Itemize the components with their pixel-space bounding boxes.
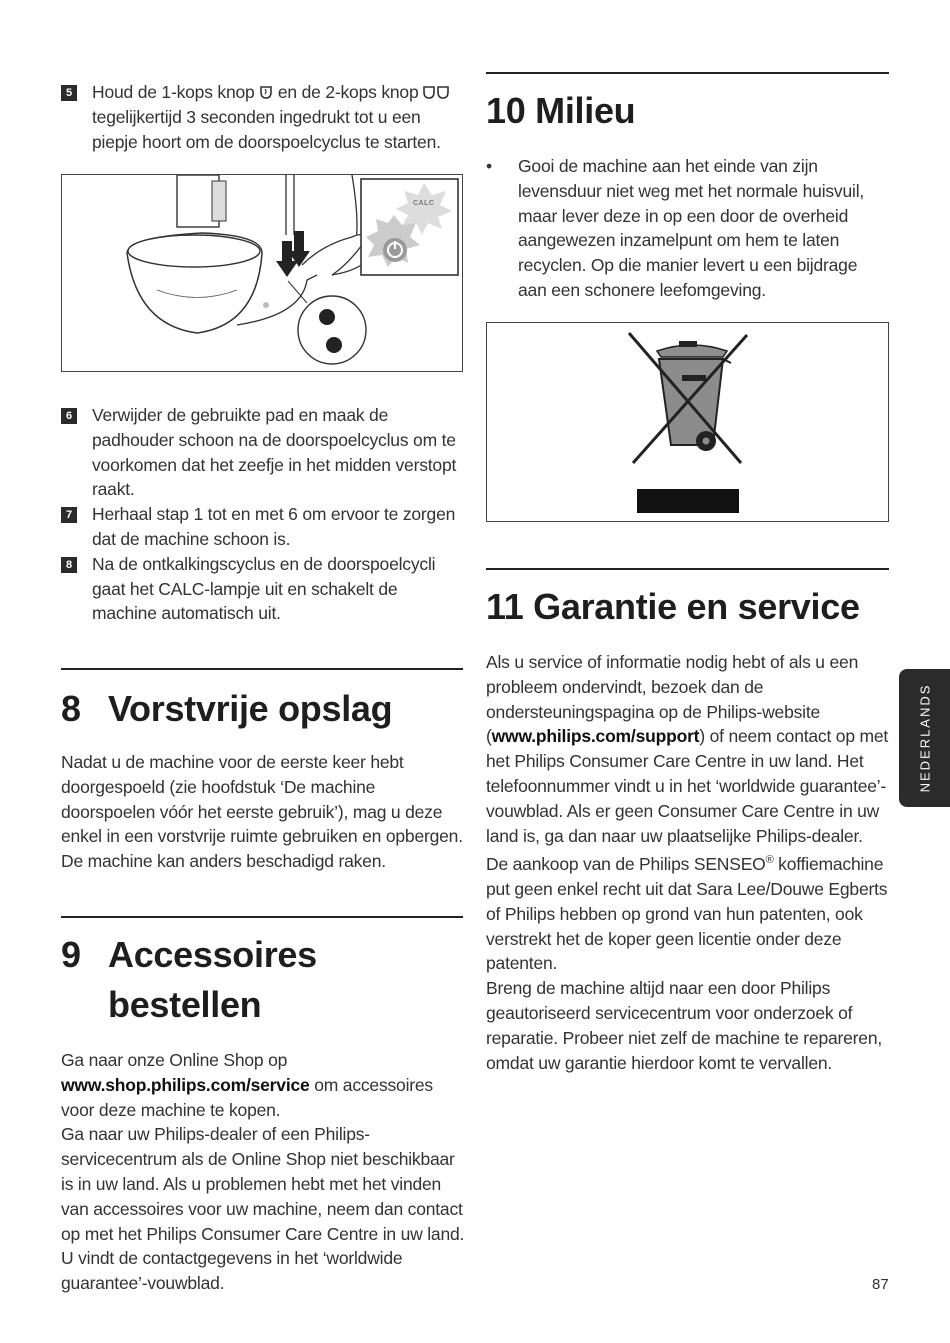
paragraph-text: om accessoires voor deze machine te kopen. bbox=[61, 1074, 433, 1120]
section-9-body bbox=[61, 1048, 465, 1296]
shop-link[interactable]: www.shop.philips.com/service bbox=[61, 1074, 310, 1095]
section-divider bbox=[486, 568, 889, 570]
step-7 bbox=[61, 502, 463, 552]
one-cup-icon bbox=[259, 82, 273, 102]
paragraph-text: Breng de machine altijd naar een door Philips geautoriseerd servicecentrum voor onderzoek of reparatie. Probeer niet zelf de machine te repareren, omdat uw garantie hierdoor komt te vervallen. bbox=[486, 978, 883, 1073]
steps-list bbox=[61, 403, 463, 626]
section-divider bbox=[61, 668, 463, 670]
step-text-part: en de 2-kops knop bbox=[273, 82, 424, 102]
step-8 bbox=[61, 552, 463, 626]
section-divider bbox=[486, 72, 889, 74]
paragraph-text: Als u service of informatie nodig hebt of als u een probleem ondervindt, bezoek dan de ondersteuningspagina op de Philips-website ( bbox=[486, 652, 859, 747]
section-title: Milieu bbox=[535, 90, 636, 131]
machine-illustration bbox=[62, 175, 462, 371]
step-text: Na de ontkalkingscyclus en de doorspoelcycli gaat het CALC-lampje uit en schakelt de machine automatisch uit. bbox=[92, 553, 436, 624]
registered-mark: ® bbox=[765, 854, 774, 867]
section-title-line2: bestellen bbox=[108, 984, 262, 1025]
support-link[interactable]: www.philips.com/support bbox=[491, 726, 700, 747]
section-10-bullet bbox=[486, 154, 889, 303]
step-text-part: tegelijkertijd 3 seconden ingedrukt tot u een piepje hoort om de doorspoelcyclus te starten. bbox=[92, 106, 441, 152]
paragraph-text: Ga naar onze Online Shop op bbox=[61, 1050, 288, 1070]
section-number: 11 bbox=[486, 586, 524, 627]
crossed-bin-icon bbox=[487, 323, 888, 521]
section-number: 10 bbox=[486, 90, 526, 131]
two-cup-icon bbox=[423, 82, 451, 102]
paragraph-text: Ga naar uw Philips-dealer of een Philips-servicecentrum als de Online Shop niet beschikbaar is in uw land. Als u problemen hebt met het vinden van accessoires voor uw machine, neem dan contact op met het Philips Consumer Care Centre in uw land. U vindt de contactgegevens in het ‘worldwide guarantee’-vouwblad. bbox=[61, 1124, 465, 1294]
section-10-heading bbox=[486, 86, 889, 136]
section-number: 9 bbox=[61, 934, 81, 975]
step-number: 7 bbox=[61, 507, 77, 523]
calc-indicator-label: CALC bbox=[413, 200, 435, 207]
crossed-bin-figure bbox=[486, 322, 889, 522]
section-number: 8 bbox=[61, 688, 81, 729]
bullet-marker: • bbox=[486, 156, 492, 176]
paragraph-text: De aankoop van de Philips SENSEO bbox=[486, 854, 766, 875]
section-divider bbox=[61, 916, 463, 918]
step-number: 5 bbox=[61, 85, 77, 101]
step-number: 6 bbox=[61, 408, 77, 424]
step-text: Verwijder de gebruikte pad en maak de padhouder schoon na de doorspoelcyclus om te voorkomen dat het zeefje in het midden verstopt raakt. bbox=[92, 405, 457, 500]
flushing-illustration bbox=[61, 174, 463, 372]
section-11-heading bbox=[486, 582, 889, 632]
section-title-line1: Accessoires bbox=[108, 934, 317, 975]
step-5 bbox=[61, 80, 463, 154]
paragraph-text: koffiemachine put geen enkel recht uit dat Sara Lee/Douwe Egberts of Philips hebben op grond van hun patenten, ook verstrekt het de koper geen licentie onder deze patenten. bbox=[486, 854, 888, 974]
section-title: Vorstvrije opslag bbox=[108, 688, 393, 729]
section-title: Garantie en service bbox=[533, 586, 860, 627]
bullet-text: Gooi de machine aan het einde van zijn levensduur niet weg met het normale huisvuil, maar lever deze in op een door de overheid aangewezen inzamelpunt om hem te laten recyclen. Op die manier levert u een bijdrage aan een schonere leefomgeving. bbox=[518, 156, 865, 300]
language-tab bbox=[899, 669, 950, 807]
step-number: 8 bbox=[61, 557, 77, 573]
section-8-heading bbox=[61, 684, 463, 734]
section-11-body bbox=[486, 650, 889, 1075]
section-8-body: Nadat u de machine voor de eerste keer hebt doorgespoeld (zie hoofdstuk ‘De machine doorspoelen vóór het eerste gebruik’), mag u deze enkel in een vorstvrije ruimte gebruiken en opbergen. De machine kan anders beschadigd raken. bbox=[61, 752, 463, 872]
left-column bbox=[61, 78, 465, 1294]
language-tab-label: NEDERLANDS bbox=[917, 683, 932, 793]
page-number: 87 bbox=[872, 1276, 889, 1293]
step-6 bbox=[61, 403, 463, 502]
paragraph-text: ) of neem contact op met het Philips Consumer Care Centre in uw land. Het telefoonnummer vindt u in het ‘worldwide guarantee’-vouwblad. Als er geen Consumer Care Centre in uw land is, ga dan naar uw plaatselijke Philips-dealer. bbox=[486, 726, 889, 846]
step-text-part: Houd de 1-kops knop bbox=[92, 82, 260, 102]
step-text: Herhaal stap 1 tot en met 6 om ervoor te zorgen dat de machine schoon is. bbox=[92, 504, 456, 549]
section-9-heading bbox=[61, 930, 463, 1030]
